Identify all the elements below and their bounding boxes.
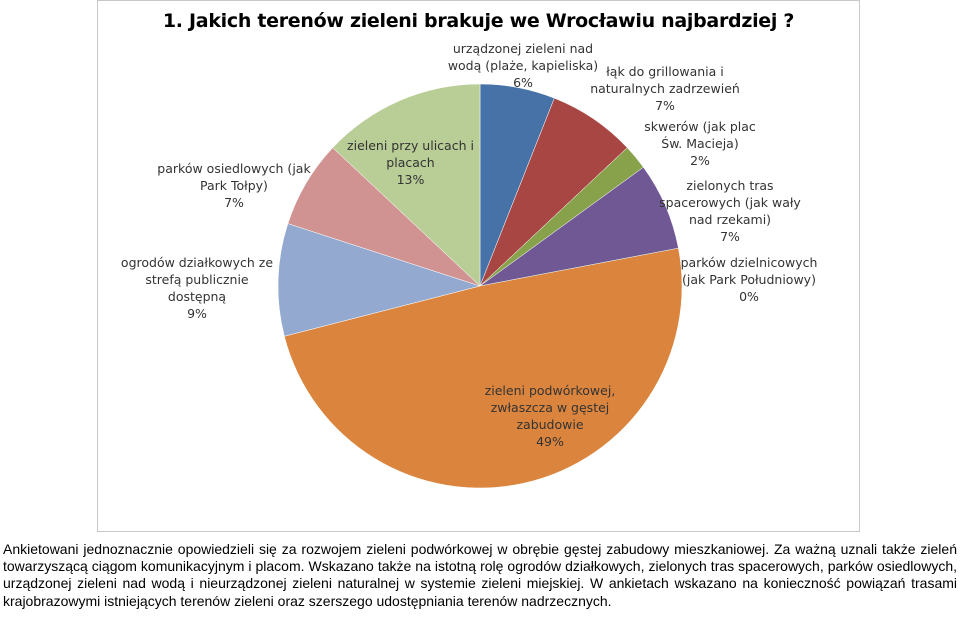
slice-label-meadows: łąk do grillowania i naturalnych zadrzewień 7% [590, 64, 740, 113]
chart-title: 1. Jakich terenów zieleni brakuje we Wrocławiu najbardziej ? [162, 10, 795, 32]
slice-label-water: urządzonej zieleni nad wodą (plaże, kapieliska) 6% [447, 41, 599, 90]
slice-label-courtyard: zieleni podwórkowej, zwłaszcza w gęstej zabudowie 49% [484, 383, 616, 449]
slice-label-estate-parks: parków osiedlowych (jak Park Tołpy) 7% [157, 161, 311, 210]
description-text: Ankietowani jednoznacznie opowiedzieli się za rozwojem zieleni podwórkowej w obrębie gęstej zabudowy mieszkaniowej. Za ważną uznali także zieleń towarzyszącą ciągom komunikacyjnym i placom. Wskazano także na istotną rolę ogrodów działkowych, zielonych tras spacerowych, parków osiedlowych, urządzonej zieleni nad wodą i nieurządzonej zieleni naturalnej w systemie zieleni miejskiej. W ankietach wskazano na konieczność powiązań trasami krajobrazowymi istniejących terenów zieleni oraz szerszego udostępniania terenów nadrzecznych. [3, 541, 957, 609]
slice-label-squares: skwerów (jak plac Św. Macieja) 2% [644, 119, 756, 168]
slice-label-street-greenery: zieleni przy ulicach i placach 13% [347, 138, 474, 187]
slice-label-walking-routes: zielonych tras spacerowych (jak wały nad rzekami) 7% [659, 178, 801, 244]
slice-label-district-parks: parków dzielnicowych (jak Park Południowy) 0% [680, 255, 818, 304]
slice-label-allotments: ogrodów działkowych ze strefą publicznie dostępną 9% [120, 255, 274, 321]
